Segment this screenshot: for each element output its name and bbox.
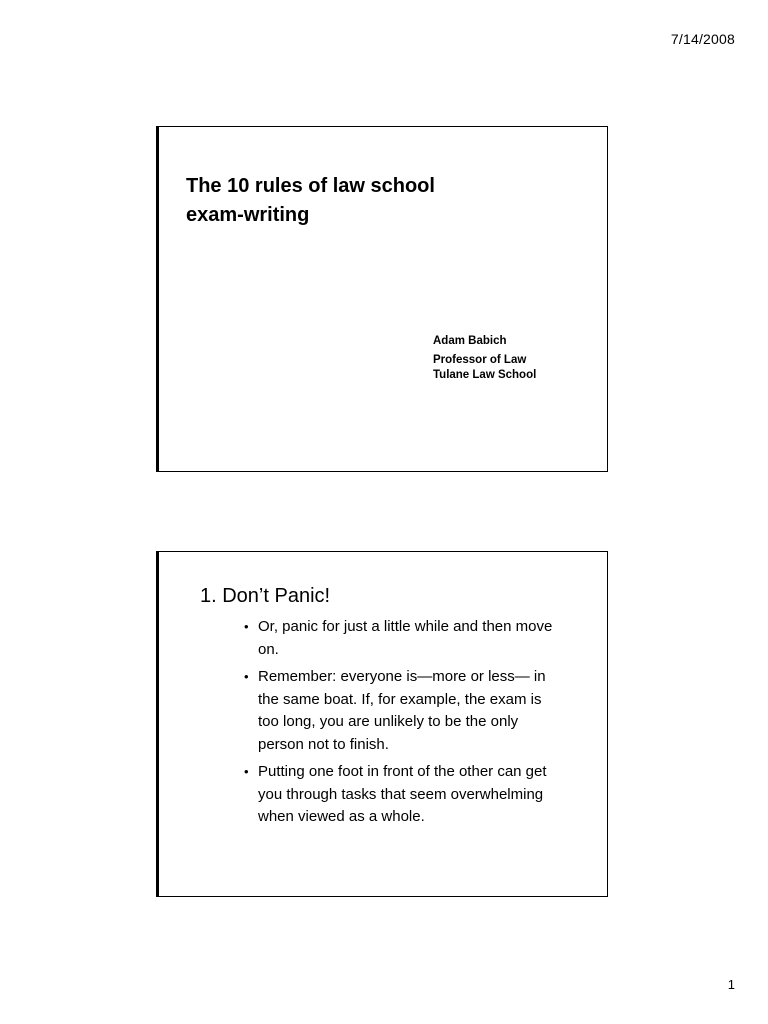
- list-item: [244, 616, 564, 661]
- bullet-text: Or, panic for just a little while and then move on.: [258, 618, 553, 658]
- bullet-list: [244, 616, 564, 834]
- author-title: Professor of Law: [433, 354, 527, 366]
- slide-title-line-2: exam-writing: [186, 204, 310, 226]
- bullet-icon: •: [244, 669, 249, 684]
- rule-slide: [158, 551, 608, 897]
- page-date: 7/14/2008: [670, 31, 735, 47]
- slide-title-line-1: The 10 rules of law school: [186, 175, 435, 197]
- page-number: 1: [727, 977, 735, 992]
- bullet-icon: •: [244, 619, 249, 634]
- author-block: [433, 334, 536, 383]
- bullet-icon: •: [244, 764, 249, 779]
- title-slide: [158, 126, 608, 472]
- slide-title: [186, 172, 546, 230]
- author-name: Adam Babich: [433, 335, 507, 347]
- list-item: [244, 666, 564, 756]
- author-school: Tulane Law School: [433, 369, 537, 381]
- slide-heading: 1. Don’t Panic!: [200, 585, 331, 607]
- bullet-text: Remember: everyone is—more or less— in the same boat. If, for example, the exam is too long, you are unlikely to be the only person not to finish.: [258, 668, 546, 753]
- bullet-text: Putting one foot in front of the other can get you through tasks that seem overwhelming when viewed as a whole.: [258, 763, 547, 825]
- list-item: [244, 761, 564, 829]
